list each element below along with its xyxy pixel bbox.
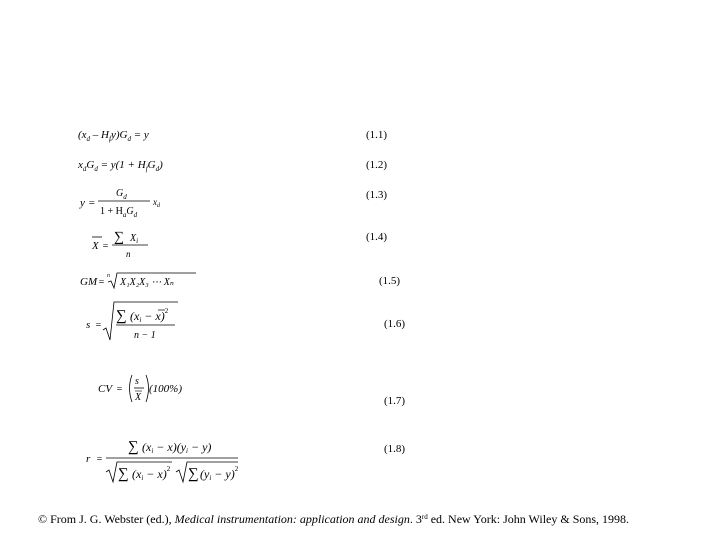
equation-1-5 [76, 268, 206, 294]
equation-number-1-6: (1.6) [384, 318, 406, 330]
equation-number-1-5: (1.5) [379, 275, 401, 287]
svg-text:(yi − y)2: (yi − y)$^2$ [200, 465, 239, 482]
svg-text:(100%): (100%) [149, 383, 182, 395]
svg-text:xd: $x_d$ [153, 197, 160, 209]
equation-number-1-7: (1.7) [384, 395, 406, 407]
svg-text:=: = [102, 241, 109, 252]
svg-text:∑: ∑ [118, 466, 129, 482]
svg-text:=: = [96, 454, 103, 465]
equation-1-8 [82, 432, 242, 484]
svg-text:(xi − x)(yi − y): (xi − x)(yi − y) [142, 440, 212, 455]
equation-1-7 [94, 369, 194, 409]
footer-citation: © From J. G. Webster (ed.), Medical instrumentation: application and design. 3rd ed. New York: John Wiley & Sons, 1998. [38, 512, 630, 526]
svg-text:∑: ∑ [188, 466, 199, 482]
svg-text:X₁X₂X₃ ⋯ Xₙ: X₁X₂X₃ ⋯ Xₙ [120, 277, 174, 288]
svg-text:n: n [107, 273, 110, 279]
svg-text:y: y [80, 197, 85, 209]
svg-text:(xi − x)2: (xi − x)$^2$ [130, 307, 169, 324]
svg-text:∑: ∑ [116, 308, 127, 324]
svg-text:1 + HaGd: $1 + H_aG_d$ [100, 206, 138, 219]
svg-text:=: = [98, 277, 105, 288]
svg-text:n: n [126, 249, 131, 259]
svg-text:=: = [88, 197, 96, 209]
svg-text:Gd: $G_d$ [116, 188, 127, 201]
svg-text:CV: CV [98, 383, 113, 395]
equation-number-1-2: (1.2) [366, 159, 388, 171]
svg-text:GM: GM [80, 276, 98, 288]
svg-text:s: s [86, 319, 91, 331]
svg-text:n − 1: n − 1 [134, 330, 156, 341]
svg-text:X: X [135, 392, 142, 403]
equation-number-1-3: (1.3) [366, 189, 388, 201]
equation-number-1-4: (1.4) [366, 231, 388, 243]
svg-text:=: = [95, 320, 102, 331]
book-title: Medical instrumentation: application and design [174, 512, 410, 526]
svg-text:r: r [86, 453, 91, 465]
equation-1-2: $x_dG_d = y(1 + H_fG_d)$ [78, 159, 163, 173]
svg-text:X: X [92, 240, 99, 252]
svg-text:(xi − x)2: (xi − x)$^2$ [132, 465, 171, 482]
equation-1-4 [86, 226, 166, 262]
equation-number-1-1: (1.1) [366, 129, 388, 141]
svg-text:=: = [116, 384, 123, 395]
equation-1-6 [82, 300, 182, 344]
svg-text:∑: ∑ [128, 439, 139, 455]
svg-text:∑: ∑ [114, 230, 124, 245]
equation-number-1-8: (1.8) [384, 443, 406, 455]
svg-text:Xi: $X_i$ [130, 233, 139, 245]
equation-1-1: $(x_d - H_fy)G_d = y$ [78, 129, 149, 143]
equation-1-3 [76, 184, 186, 222]
svg-text:s: s [135, 376, 139, 387]
